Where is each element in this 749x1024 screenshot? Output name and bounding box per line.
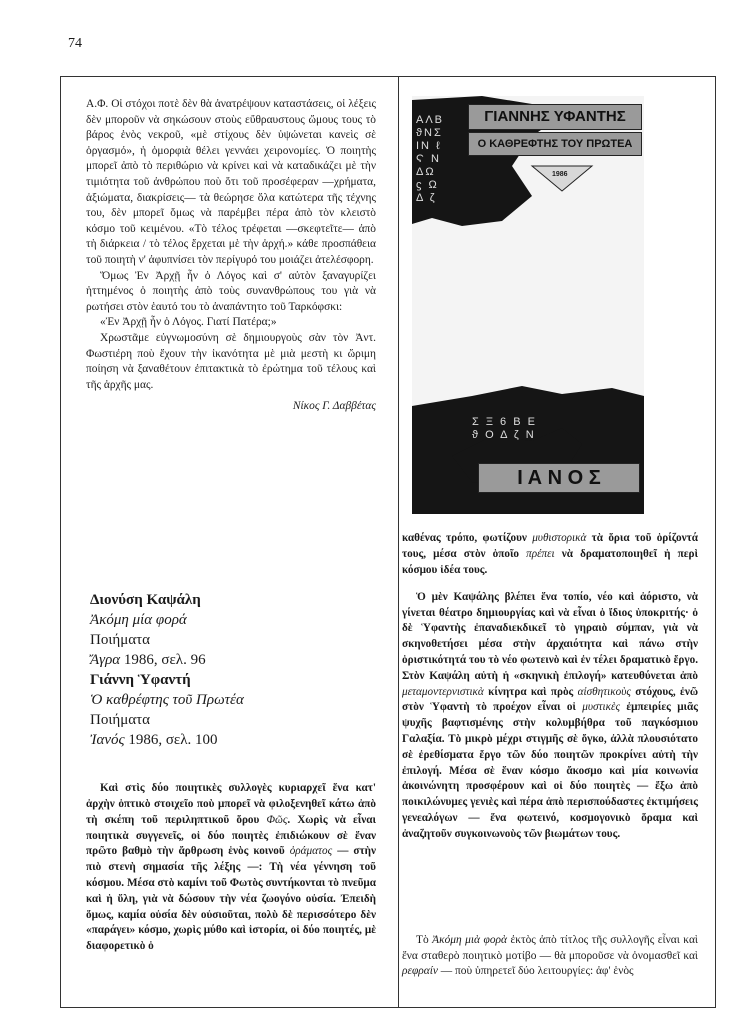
emphasis-run: ρεφραίν bbox=[402, 965, 438, 978]
book-1-details: 1986, σελ. 96 bbox=[120, 652, 206, 668]
text-run: Τὸ bbox=[416, 934, 433, 946]
review-body-left bbox=[86, 770, 376, 966]
body-paragraph-left bbox=[86, 781, 376, 955]
column-divider bbox=[398, 76, 399, 1008]
book-1-genre: Ποιήματα bbox=[90, 632, 150, 648]
book-1-author: Διονύση Καψάλη bbox=[90, 592, 201, 608]
cover-year: 1986 bbox=[552, 171, 568, 178]
review-paragraph-3: Χρωστᾶμε εὐγνωμοσύνη σὲ δημιουργοὺς σὰν τὸν Ἀντ. Φωστιέρη ποὺ ἔχουν τὴν ἱκανότητα μὲ μιὰ μεστὴ κι ὥριμη ποίηση νὰ ξαναθέτουν ἐπιτακτικὰ τὸ ἐρώτημα τοῦ τέλους καὶ τῆς ἀρχῆς μας. bbox=[86, 331, 376, 391]
book-2-publisher: Ἰανός bbox=[90, 732, 125, 748]
body-paragraph-right-3 bbox=[402, 933, 698, 980]
book-1-title: Ἀκόμη μία φορά bbox=[90, 612, 187, 628]
review-signature: Νίκος Γ. Δαββέτας bbox=[292, 400, 376, 413]
book-2-title: Ὁ καθρέφτης τοῦ Πρωτέα bbox=[90, 692, 244, 708]
book-2-publication bbox=[90, 730, 350, 750]
book-1-publication bbox=[90, 650, 350, 670]
review-text bbox=[86, 97, 376, 415]
book-cover bbox=[412, 96, 644, 514]
emphasis-run: Ἀκόμη μιὰ φορὰ bbox=[432, 934, 507, 946]
cover-glyph-pattern-bottom: Σ Ξ 6 Β Ε ϑ Ο Δ ζ Ν bbox=[472, 416, 537, 441]
book-2-details: 1986, σελ. 100 bbox=[124, 732, 218, 748]
text-run: Καὶ στὶς δύο ποιητικὲς συλλογὲς κυριαρχεῖ ἕνα κατ' ἀρχὴν ὀπτικὸ στοιχεῖο ποὺ μπορεῖ νὰ φιλοξενηθεῖ κάτω ἀπὸ τὴ σκέπη τοῦ περιληπτικοῦ ὅρου bbox=[86, 782, 376, 826]
emphasis-run: μυθιστορικὰ bbox=[532, 532, 587, 545]
text-run: ἐμπειρίες μιᾶς ψυχῆς βαφτισμένης στὴν κολυμβήθρα τοῦ παγκόσμιου Γαλαξία. Τὸ μικρὸ μέχρι στιγμῆς σὲ ὄγκο, ἀλλὰ πλουσιότατο σὲ ἐρεθίσματα ἔργο τῶν δύο ποιητῶν προκρίνει αὐτὴ τὴν ἐπιλογή. Μέσα σὲ ἕναν κόσμο ἄκοσμο καὶ μία κοινωνία ἀκοινώνητη προσφέρουν καὶ οἱ δύο ποιητὲς — ἔξω ἀπὸ ποικιλώνυμες γενιὲς καὶ πέρα ἀπὸ περισπούδαστες ἐκτιμήσεις γενεαλόγων — ἕνα φωτεινό, κοσμογονικὸ ὅραμα καὶ ἀναζητοῦν συγκοινωνοὺς τῶν βιωμάτων τους. bbox=[402, 701, 698, 840]
emphasis-run: μυστικὲς bbox=[582, 701, 620, 714]
book-list bbox=[90, 590, 350, 750]
text-run: Ὁ μὲν Καψάλης βλέπει ἕνα τοπίο, νέο καὶ ἀόριστο, νὰ γίνεται θέατρο δημιουργίας καὶ νὰ εἶναι ὁ ἴδιος ὑποκριτής· ὁ δὲ Ὑφαντὴς ἐπαναδιεκδικεῖ τὸ γηραιὸ σύμπαν, γιὰ νὰ σκηνοθετήσει μέσα στὴν ἀρχαιότητα καὶ πάνω στὴν ὁριστικότητά του τὸ νέο φωτεινὸ καὶ ἐν τέλει δραματικὸ ἔργο. Στὸν Καψάλη αὐτὴ ἡ «σκηνικὴ ἐπιλογή» κατευθύνεται ἀπὸ bbox=[402, 590, 698, 682]
body-paragraph-right-1 bbox=[402, 531, 698, 578]
text-run: νὰ δραματοποιηθεῖ ἡ περὶ κόσμου ἰδέα τους. bbox=[402, 547, 698, 576]
review-body-right bbox=[402, 520, 698, 854]
review-body-right-end bbox=[402, 933, 698, 980]
text-run: καθένας τρόπο, φωτίζουν bbox=[402, 532, 533, 545]
text-run: . Χωρὶς νὰ εἶναι ποιητικὰ συγγενεῖς, οἱ δύο ποιητὲς ἐπιδιώκουν σὲ ἕναν πρῶτο βαθμὸ τὴν ἄρθρωση ἑνὸς κοινοῦ bbox=[86, 813, 376, 858]
cover-artwork bbox=[412, 96, 644, 514]
cover-title: Ο ΚΑΘΡΕΦΤΗΣ ΤΟΥ ΠΡΩΤΕΑ bbox=[468, 132, 642, 156]
text-run: τὰ ὅρια τοῦ ὁρίζοντά τους, μέσα στὸν ὁποῖο bbox=[402, 532, 698, 560]
text-run: — ποὺ ὑπηρετεῖ δύο λειτουργίες: ἀφ' ἑνὸς bbox=[437, 965, 634, 978]
book-2-genre: Ποιήματα bbox=[90, 712, 150, 728]
text-run: — στὴν πιὸ στενὴ σημασία τῆς λέξης —: Τὴ νέα γέννηση τοῦ κόσμου. Μέσα στὸ καμίνι τοῦ Φωτὸς συντήκονται τὸ πνεῦμα καὶ ἡ ὕλη, γιὰ νὰ δώσουν τὴν νέα ζωογόνο οὐσία. Ἐπειδὴ ὅμως, καμία οὐσία δὲν οὐσιοῦται, πολὺ δὲ περισσότερο δὲν «παράγει» κόσμο, χωρὶς μύθο καὶ ἱστορία, οἱ δύο ποιητές, μὲ διαφορετικὸ ὁ bbox=[86, 845, 376, 953]
review-quote: «Ἐν Ἀρχῇ ἦν ὁ Λόγος. Γιατί Πατέρα;» bbox=[100, 316, 277, 329]
review-paragraph-2: Ὅμως Ἐν Ἀρχῇ ἦν ὁ Λόγος καὶ σ' αὐτὸν ξαναγυρίζει ἡττημένος ὁ ποιητὴς ἀπὸ τοὺς συνανθρώπους του γιὰ νὰ ρωτήσει στὸν ἑαυτό του τὸ ἀναπάντητο τοῦ Ταρκόφσκι: bbox=[86, 269, 376, 313]
text-run: ἐκτὸς ἀπὸ τίτλος τῆς συλλογῆς εἶναι καὶ ἕνα σταθερὸ ποιητικὸ μοτίβο — θὰ μποροῦσε νὰ ὀνομασθεῖ καὶ bbox=[402, 934, 698, 962]
cover-glyph-pattern-top: ΑΛΒ ϑΝΣ ΙΝ ℓ Ϛ Ν ΔΩ ϛ Ω Δ ζ bbox=[416, 114, 445, 204]
book-2-author: Γιάννη Ὑφαντή bbox=[90, 672, 191, 688]
cover-publisher: Ι Α Ν Ο Σ bbox=[478, 463, 640, 493]
text-run: κίνητρα καὶ πρὸς bbox=[483, 685, 578, 698]
review-paragraph-1: Α.Φ. Οἱ στόχοι ποτὲ δὲν θὰ ἀνατρέψουν καταστάσεις, οἱ λέξεις δὲν μποροῦν νὰ σηκώσουν στοὺς εὔθραυστους ὤμους τους τὸ βάρος ἑνὸς νεκροῦ, «μὲ στίχους δὲν ὑψώνεται κανεὶς σὲ ὀργασμό», ἡ ὁμορφιὰ θέλει γεννάει χειρονομίες. Ὁ ποιητὴς μπορεῖ ἀπὸ τὸ περιθώριο νὰ κρίνει καὶ νὰ καταδικάζει μὲ τὴν τιμιότητα τοῦ ἀνθρώπου ποὺ ὅτι τοῦ προσέφεραν —χρήματα, ἀξιώματα, διακρίσεις— τὰ θεώρησε ὅλα κατώτερα τῆς τέχνης του, δὲν μπορεῖ ὅμως νὰ παρέμβει πέρα ἀπὸ τὸν κλειστὸ κόσμο τοῦ κειμένου. «Τὸ τέλος τρέφεται —σκεφτεῖτε— ἀπὸ τὴ διάρκεια / τὸ τέλος ἔρχεται μὲ τὴν ἀρχή.» κάθε προσπάθεια τοῦ ποιητὴ ν' ἀφυπνίσει τὸν περίγυρό του μοιάζει ἀτελέσφορη. bbox=[86, 98, 376, 266]
emphasis-run: Φῶς bbox=[266, 813, 288, 826]
emphasis-run: μεταμοντερνιστικὰ bbox=[402, 685, 484, 698]
text-run: στόχους, ἐνῶ στὸν Ὑφαντὴ τὸ προέχον εἶναι οἱ bbox=[402, 685, 698, 714]
cover-author: ΓΙΑΝΝΗΣ ΥΦΑΝΤΗΣ bbox=[468, 104, 642, 130]
body-paragraph-right-2 bbox=[402, 590, 698, 843]
book-1-publisher: Ἄγρα bbox=[90, 652, 121, 668]
emphasis-run: αἰσθητικοὺς bbox=[577, 685, 631, 698]
page-number: 74 bbox=[68, 36, 82, 51]
emphasis-run: ὁράματος bbox=[289, 845, 333, 858]
emphasis-run: πρέπει bbox=[526, 547, 555, 560]
